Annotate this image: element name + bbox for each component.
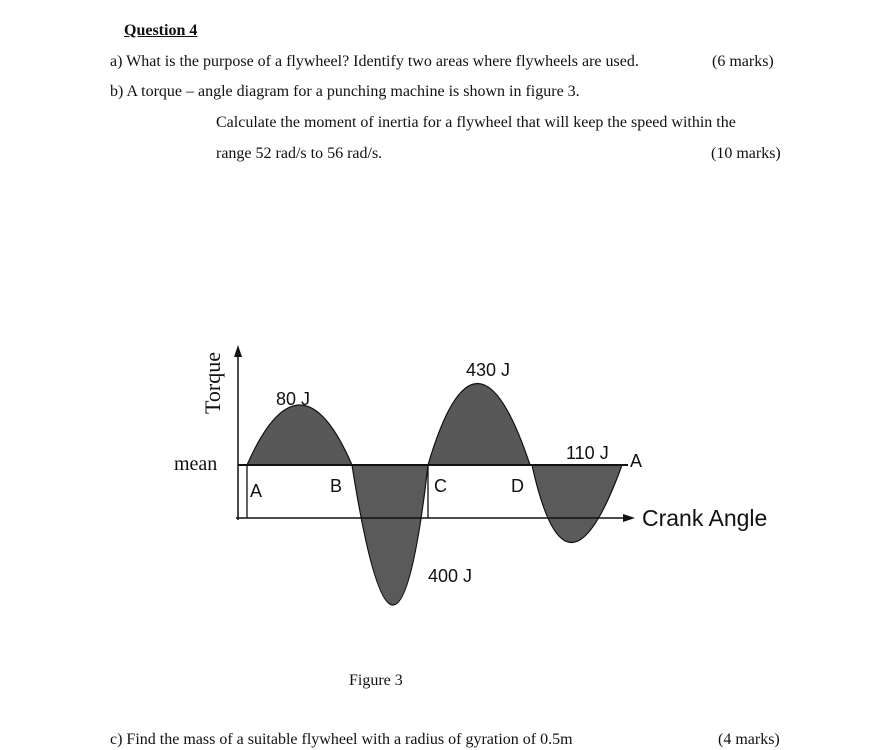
- y-axis-label: Torque: [200, 352, 225, 414]
- part-a-text: a) What is the purpose of a flywheel? Identify two areas where flywheels are used.: [110, 53, 639, 70]
- part-b-intro: b) A torque – angle diagram for a punching machine is shown in figure 3.: [110, 83, 580, 100]
- area-110j: [532, 465, 622, 543]
- part-b-line2: range 52 rad/s to 56 rad/s.: [216, 145, 383, 162]
- part-c-marks: (4 marks): [718, 731, 780, 748]
- part-b-line1: Calculate the moment of inertia for a flywheel that will keep the speed within the: [216, 114, 736, 131]
- area-80j: [247, 405, 352, 465]
- area-400j: [352, 465, 428, 605]
- area-430j: [428, 384, 530, 466]
- part-b-marks: (10 marks): [711, 145, 781, 162]
- x-axis-label: Crank Angle: [642, 505, 768, 531]
- part-a-marks: (6 marks): [712, 53, 774, 70]
- question-heading: Question 4: [124, 22, 198, 39]
- y-axis-arrow-icon: [234, 345, 242, 357]
- part-c-text: c) Find the mass of a suitable flywheel with a radius of gyration of 0.5m: [110, 731, 573, 748]
- point-label-a-start: A: [250, 481, 263, 501]
- x-axis-arrow-icon: [623, 514, 635, 522]
- point-label-b: B: [330, 476, 343, 496]
- point-label-c: C: [434, 476, 447, 496]
- figure-caption: Figure 3: [349, 672, 403, 689]
- energy-label-110j: 110 J: [566, 443, 609, 463]
- energy-label-400j: 400 J: [428, 566, 473, 586]
- energy-label-430j: 430 J: [466, 360, 511, 380]
- point-label-d: D: [511, 476, 524, 496]
- point-label-a-end: A: [630, 451, 643, 471]
- mean-label: mean: [174, 453, 218, 475]
- energy-label-80j: 80 J: [276, 389, 311, 409]
